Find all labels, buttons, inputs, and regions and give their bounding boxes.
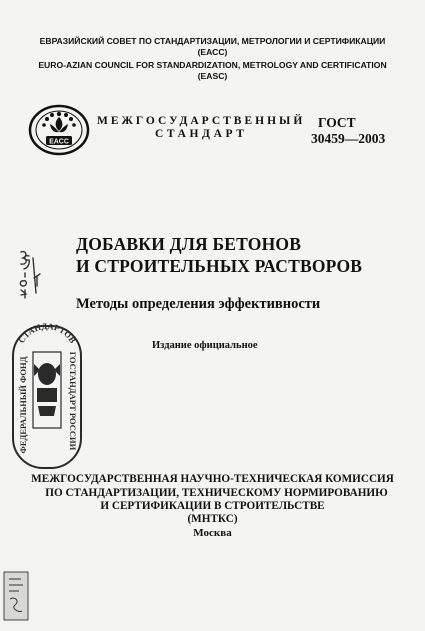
library-sticker-icon [3, 571, 29, 621]
council-name-en: EURO-AZIAN COUNCIL FOR STANDARDIZATION, METROLOGY AND CERTIFICATION [38, 60, 387, 70]
edition-label: Издание официальное [152, 340, 258, 351]
standard-type-line2: СТАНДАРТ [155, 128, 248, 140]
svg-text:ГОСТАНДАРТ РОССИИ [68, 352, 78, 451]
gost-label: ГОСТ [318, 115, 356, 130]
council-name-ru: ЕВРАЗИЙСКИЙ СОВЕТ ПО СТАНДАРТИЗАЦИИ, МЕТРОЛОГИИ И СЕРТИФИКАЦИИ [39, 36, 386, 46]
handwritten-note-icon [16, 248, 42, 308]
federal-fund-stamp-icon [10, 316, 84, 472]
stamp-top-text: СТАНДАРТОВ [16, 320, 78, 345]
eacc-emblem-icon [28, 104, 90, 156]
document-subtitle: Методы определения эффективности [76, 296, 321, 312]
svg-text:СТАНДАРТОВ [16, 321, 78, 345]
document-title-line2: И СТРОИТЕЛЬНЫХ РАСТВОРОВ [76, 256, 363, 276]
publisher-line2: ПО СТАНДАРТИЗАЦИИ, ТЕХНИЧЕСКОМУ НОРМИРОВАНИЮ [45, 487, 388, 499]
svg-text:ФЕДЕРАЛЬНЫЙ ФОНД [18, 356, 28, 453]
gost-number: 30459—2003 [311, 131, 386, 146]
publisher-line1: МЕЖГОСУДАРСТВЕННАЯ НАУЧНО-ТЕХНИЧЕСКАЯ КОМИССИЯ [31, 473, 394, 485]
logo-text: EACC [49, 138, 69, 146]
publisher-abbr: (МНТКС) [187, 513, 238, 525]
council-abbr-en: (EASC) [197, 71, 228, 81]
document-title-line1: ДОБАВКИ ДЛЯ БЕТОНОВ [76, 234, 302, 254]
standard-type-line1: МЕЖГОСУДАРСТВЕННЫЙ [97, 115, 306, 127]
publisher-line3: И СЕРТИФИКАЦИИ В СТРОИТЕЛЬСТВЕ [100, 500, 325, 512]
stamp-right-text: ГОСТАНДАРТ РОССИИ [68, 351, 78, 451]
publisher-city: Москва [193, 527, 232, 539]
council-abbr-ru: (ЕАСС) [197, 47, 228, 57]
stamp-left-text: ФЕДЕРАЛЬНЫЙ ФОНД [18, 356, 28, 454]
